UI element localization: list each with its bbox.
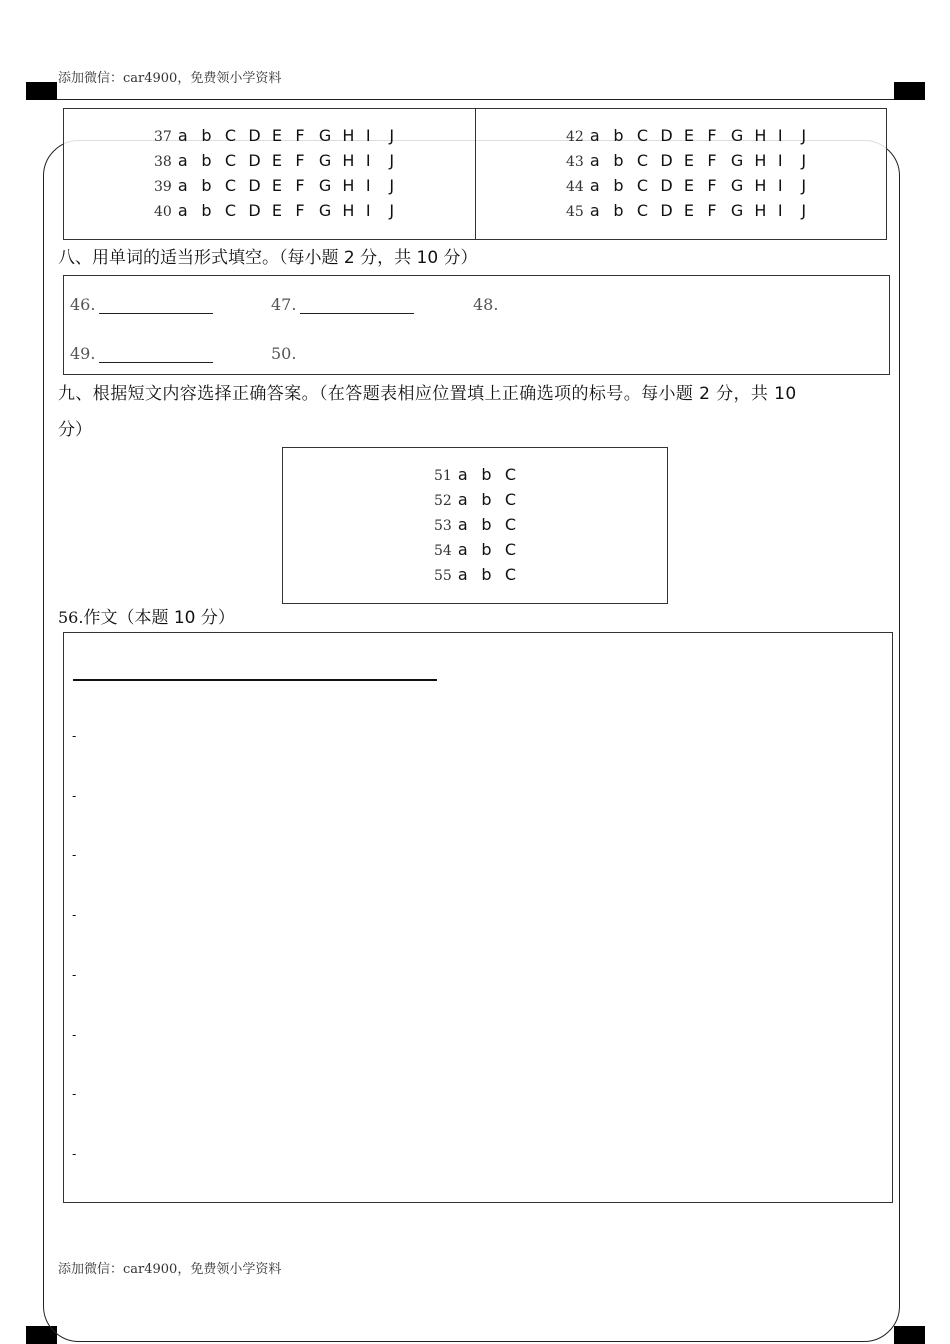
- question-number: 43: [566, 154, 584, 170]
- option-c[interactable]: C: [504, 490, 516, 509]
- composition-box[interactable]: [63, 632, 893, 1203]
- option-j[interactable]: J: [389, 176, 395, 195]
- option-e[interactable]: E: [683, 176, 694, 195]
- item-number: 56.: [58, 608, 84, 627]
- option-j[interactable]: J: [389, 126, 395, 145]
- option-g[interactable]: G: [730, 176, 744, 195]
- option-i[interactable]: I: [777, 176, 783, 195]
- option-a[interactable]: a: [177, 201, 188, 220]
- option-j[interactable]: J: [389, 201, 395, 220]
- option-i[interactable]: I: [365, 151, 371, 170]
- header-rule: [57, 99, 894, 100]
- option-f[interactable]: F: [295, 201, 305, 220]
- corner-block-bottom-right: [894, 1326, 925, 1344]
- option-a[interactable]: a: [589, 126, 600, 145]
- question-number: 52: [434, 493, 452, 509]
- option-c[interactable]: C: [504, 540, 516, 559]
- corner-block-top-right: [894, 82, 925, 100]
- corner-block-top-left: [26, 82, 57, 100]
- option-i[interactable]: I: [365, 126, 371, 145]
- question-number: 42: [566, 129, 584, 145]
- option-h[interactable]: H: [342, 126, 355, 145]
- option-i[interactable]: I: [777, 201, 783, 220]
- option-f[interactable]: F: [707, 151, 717, 170]
- option-b[interactable]: b: [481, 565, 492, 584]
- option-b[interactable]: b: [613, 126, 624, 145]
- section9-title-line2: 分）: [58, 420, 92, 440]
- answer-row-55: [434, 565, 528, 584]
- option-b[interactable]: b: [481, 490, 492, 509]
- question-number: 40: [154, 204, 172, 220]
- section56-title-text: 作文（本题 10 分）: [83, 608, 235, 628]
- option-f[interactable]: F: [707, 201, 717, 220]
- option-c[interactable]: C: [636, 201, 648, 220]
- option-d[interactable]: D: [248, 176, 261, 195]
- answer-row-38: [154, 151, 413, 170]
- option-g[interactable]: G: [730, 151, 744, 170]
- item-number: 47.: [271, 295, 297, 314]
- question-number: 51: [434, 468, 452, 484]
- writing-line-mark: -: [72, 848, 77, 863]
- section9-title-line1: 九、根据短文内容选择正确答案。（在答题表相应位置填上正确选项的标号。每小题 2 分，共 10: [58, 384, 797, 404]
- option-f[interactable]: F: [295, 151, 305, 170]
- option-d[interactable]: D: [660, 176, 673, 195]
- section56-title: [58, 603, 235, 628]
- option-h[interactable]: H: [342, 151, 355, 170]
- option-j[interactable]: J: [801, 151, 807, 170]
- option-e[interactable]: E: [683, 201, 694, 220]
- option-g[interactable]: G: [318, 201, 332, 220]
- answer-row-40: [154, 201, 413, 220]
- option-c[interactable]: C: [224, 126, 236, 145]
- option-f[interactable]: F: [707, 176, 717, 195]
- question-number: 39: [154, 179, 172, 195]
- section8-title: 八、用单词的适当形式填空。（每小题 2 分，共 10 分）: [58, 248, 478, 268]
- answer-50: [271, 344, 296, 363]
- option-a[interactable]: a: [177, 151, 188, 170]
- answer-46: [70, 295, 213, 314]
- header-watermark: 添加微信：car4900，免费领小学资料: [58, 71, 282, 86]
- option-h[interactable]: H: [754, 126, 767, 145]
- option-b[interactable]: b: [201, 201, 212, 220]
- option-i[interactable]: I: [365, 201, 371, 220]
- answer-row-44: [566, 176, 825, 195]
- answer-row-53: [434, 515, 528, 534]
- option-g[interactable]: G: [318, 126, 332, 145]
- answer-blank[interactable]: [99, 350, 213, 363]
- option-g[interactable]: G: [730, 126, 744, 145]
- option-c[interactable]: C: [504, 515, 516, 534]
- option-b[interactable]: b: [613, 201, 624, 220]
- question-number: 53: [434, 518, 452, 534]
- section7-divider: [475, 108, 476, 240]
- option-c[interactable]: C: [224, 176, 236, 195]
- answer-row-39: [154, 176, 413, 195]
- item-number: 46.: [70, 295, 96, 314]
- option-b[interactable]: b: [613, 151, 624, 170]
- option-i[interactable]: I: [777, 151, 783, 170]
- item-number: 49.: [70, 344, 96, 363]
- option-h[interactable]: H: [754, 176, 767, 195]
- option-b[interactable]: b: [481, 465, 492, 484]
- option-a[interactable]: a: [177, 126, 188, 145]
- option-a[interactable]: a: [177, 176, 188, 195]
- option-e[interactable]: E: [683, 151, 694, 170]
- answer-47: [271, 295, 414, 314]
- option-a[interactable]: a: [457, 490, 468, 509]
- option-c[interactable]: C: [504, 465, 516, 484]
- option-c[interactable]: C: [224, 201, 236, 220]
- option-c[interactable]: C: [636, 126, 648, 145]
- option-c[interactable]: C: [636, 151, 648, 170]
- option-i[interactable]: I: [365, 176, 371, 195]
- option-e[interactable]: E: [271, 151, 282, 170]
- option-d[interactable]: D: [248, 126, 261, 145]
- option-d[interactable]: D: [660, 126, 673, 145]
- option-j[interactable]: J: [801, 126, 807, 145]
- question-number: 44: [566, 179, 584, 195]
- option-d[interactable]: D: [248, 151, 261, 170]
- option-f[interactable]: F: [295, 176, 305, 195]
- option-c[interactable]: C: [636, 176, 648, 195]
- question-number: 54: [434, 543, 452, 559]
- option-a[interactable]: a: [457, 540, 468, 559]
- option-h[interactable]: H: [754, 201, 767, 220]
- option-e[interactable]: E: [271, 201, 282, 220]
- option-a[interactable]: a: [457, 565, 468, 584]
- option-e[interactable]: E: [683, 126, 694, 145]
- answer-48: [473, 295, 498, 314]
- option-d[interactable]: D: [248, 201, 261, 220]
- option-b[interactable]: b: [481, 515, 492, 534]
- answer-row-52: [434, 490, 528, 509]
- option-d[interactable]: D: [660, 201, 673, 220]
- option-e[interactable]: E: [271, 126, 282, 145]
- option-b[interactable]: b: [201, 151, 212, 170]
- answer-row-45: [566, 201, 825, 220]
- composition-title-line[interactable]: [73, 679, 437, 681]
- writing-line-mark: -: [72, 967, 77, 982]
- answer-blank[interactable]: [300, 301, 414, 314]
- option-d[interactable]: D: [660, 151, 673, 170]
- option-g[interactable]: G: [730, 201, 744, 220]
- option-b[interactable]: b: [481, 540, 492, 559]
- option-j[interactable]: J: [801, 176, 807, 195]
- option-f[interactable]: F: [295, 126, 305, 145]
- footer-watermark: 添加微信：car4900，免费领小学资料: [58, 1262, 282, 1277]
- option-h[interactable]: H: [342, 201, 355, 220]
- answer-blank[interactable]: [99, 301, 213, 314]
- option-h[interactable]: H: [342, 176, 355, 195]
- answer-row-51: [434, 465, 528, 484]
- option-i[interactable]: I: [777, 126, 783, 145]
- option-a[interactable]: a: [457, 465, 468, 484]
- question-number: 38: [154, 154, 172, 170]
- option-g[interactable]: G: [318, 151, 332, 170]
- option-b[interactable]: b: [201, 176, 212, 195]
- option-j[interactable]: J: [389, 151, 395, 170]
- writing-line-mark: -: [72, 1146, 77, 1161]
- answer-row-43: [566, 151, 825, 170]
- option-a[interactable]: a: [589, 151, 600, 170]
- item-number: 48.: [473, 295, 499, 314]
- option-e[interactable]: E: [271, 176, 282, 195]
- question-number: 45: [566, 204, 584, 220]
- option-c[interactable]: C: [224, 151, 236, 170]
- writing-line-mark: -: [72, 788, 77, 803]
- question-number: 37: [154, 129, 172, 145]
- writing-line-mark: -: [72, 1087, 77, 1102]
- option-c[interactable]: C: [504, 565, 516, 584]
- item-number: 50.: [271, 344, 297, 363]
- writing-line-mark: -: [72, 729, 77, 743]
- answer-49: [70, 344, 213, 363]
- option-f[interactable]: F: [707, 126, 717, 145]
- option-j[interactable]: J: [801, 201, 807, 220]
- writing-line-mark: -: [72, 1027, 77, 1042]
- answer-row-42: [566, 126, 825, 145]
- option-a[interactable]: a: [589, 176, 600, 195]
- question-number: 55: [434, 568, 452, 584]
- answer-row-54: [434, 540, 528, 559]
- writing-line-mark: -: [72, 908, 77, 923]
- option-h[interactable]: H: [754, 151, 767, 170]
- answer-row-37: [154, 126, 413, 145]
- option-g[interactable]: G: [318, 176, 332, 195]
- option-b[interactable]: b: [613, 176, 624, 195]
- option-a[interactable]: a: [589, 201, 600, 220]
- option-b[interactable]: b: [201, 126, 212, 145]
- option-a[interactable]: a: [457, 515, 468, 534]
